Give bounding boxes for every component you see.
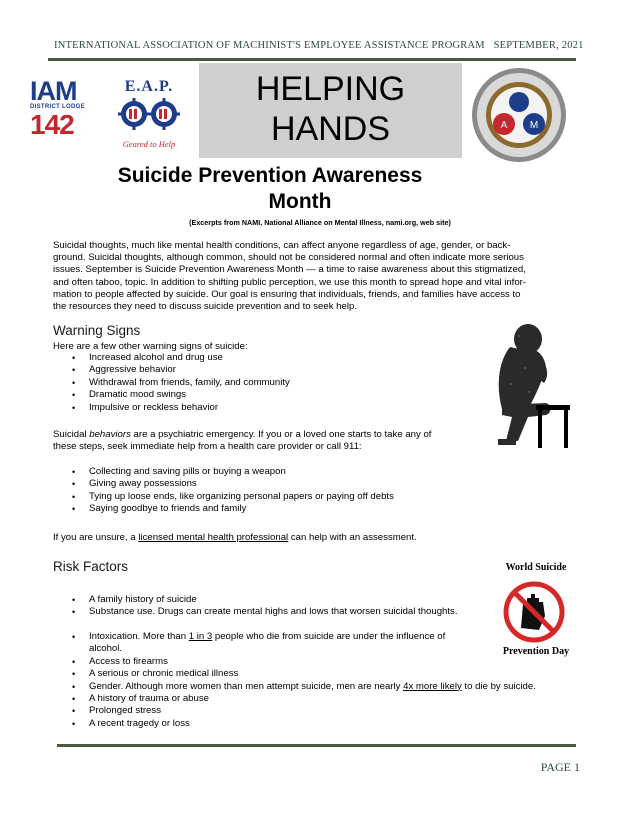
intro-line: the resources they need to discuss suicide prevention and to seek help. xyxy=(53,301,357,313)
intox-suffix: people who die from suicide are under the influence of xyxy=(212,631,446,642)
eap-logo xyxy=(110,78,188,148)
list-item: • Collecting and saving pills or buying a weapon xyxy=(53,466,493,478)
world-suicide-prevention-day-badge xyxy=(493,560,575,664)
list-item: • Dramatic mood swings xyxy=(53,389,473,401)
intro-line: ground. Suicidal thoughts, although common, should not be considered normal and often indicate more serious xyxy=(53,252,524,264)
top-rule xyxy=(48,58,576,61)
iam-logo xyxy=(30,78,94,146)
four-x-link[interactable]: 4x more likely xyxy=(403,680,462,692)
list-item: • A serious or chronic medical illness xyxy=(53,668,583,680)
list-item xyxy=(53,631,509,656)
list-item: • A recent tragedy or loss xyxy=(53,718,583,730)
source-note: (Excerpts from NAMI, National Alliance on Mental Illness, nami.org, web site) xyxy=(189,218,451,227)
risk-factors-heading: Risk Factors xyxy=(53,559,129,574)
distressed-person-icon xyxy=(488,317,578,449)
unsure-paragraph xyxy=(53,532,513,543)
eap-tagline: Geared to Help xyxy=(122,139,176,149)
article-title-line-1: Suicide Prevention Awareness xyxy=(117,164,423,187)
list-item: • Saying goodbye to friends and family xyxy=(53,503,493,515)
list-item: • Giving away possessions xyxy=(53,478,493,490)
article-title xyxy=(70,163,470,215)
svg-text:M: M xyxy=(529,120,539,131)
intro-line: Suicidal thoughts, much like mental health conditions, can affect anyone regardless of age, gender, or back- xyxy=(53,240,511,251)
union-seal-icon xyxy=(470,66,568,164)
newsletter-header xyxy=(54,40,584,51)
page-number: PAGE 1 xyxy=(540,760,580,774)
header-org: INTERNATIONAL ASSOCIATION OF MACHINIST'S EMPLOYEE ASSISTANCE PROGRAM xyxy=(54,40,485,51)
badge-bottom-text: Prevention Day xyxy=(502,646,570,657)
gender-prefix: Gender. Although more women than men attempt suicide, men are nearly xyxy=(89,680,404,692)
behaviors-italic: behaviors xyxy=(89,429,131,440)
list-item: • Tying up loose ends, like organizing personal papers or paying off debts xyxy=(53,491,493,503)
list-item: • Increased alcohol and drug use xyxy=(53,352,473,364)
list-item: • A history of trauma or abuse xyxy=(53,693,583,705)
intox-prefix: Intoxication. More than xyxy=(89,631,189,642)
list-item: • A family history of suicide xyxy=(53,594,513,606)
iam-logo-text: IAM xyxy=(30,76,77,106)
unsure-prefix: If you are unsure, a xyxy=(53,532,139,543)
emergency-steps-list xyxy=(53,466,493,516)
list-item: • Substance use. Drugs can create mental highs and lows that worsen suicidal thoughts. xyxy=(53,606,513,618)
svg-text:A: A xyxy=(500,120,508,131)
list-item: • Aggressive behavior xyxy=(53,364,473,376)
one-in-three-link[interactable]: 1 in 3 xyxy=(188,631,213,642)
unsure-suffix: can help with an assessment. xyxy=(288,532,417,543)
banner-line-2: HANDS xyxy=(270,110,391,148)
list-item xyxy=(53,681,583,693)
licensed-professional-link[interactable]: licensed mental health professional xyxy=(138,532,289,543)
warning-signs-lead: Here are a few other warning signs of suicide: xyxy=(53,341,248,352)
bottom-rule xyxy=(57,744,576,747)
article-title-line-2: Month xyxy=(268,190,332,213)
intro-line: mation to people affected by suicide. Our goal is ensuring that individuals, friends, and families have access to xyxy=(53,288,521,300)
intro-line: and often taboo, topic. In addition to shifting public perception, we use this month to spread hope and vital infor- xyxy=(53,276,527,288)
warning-signs-heading: Warning Signs xyxy=(53,323,141,338)
list-item: • Withdrawal from friends, family, and community xyxy=(53,377,473,389)
iam-district-text: DISTRICT LODGE xyxy=(30,104,85,110)
risk-factors-list xyxy=(53,594,513,619)
badge-top-text: World Suicide xyxy=(505,562,567,573)
intro-paragraph xyxy=(53,240,578,313)
helping-hands-banner xyxy=(199,63,462,158)
list-item: • Impulsive or reckless behavior xyxy=(53,402,473,414)
list-item: • Access to firearms xyxy=(53,656,583,668)
list-item: • Prolonged stress xyxy=(53,705,583,717)
gender-suffix: to die by suicide. xyxy=(461,680,536,692)
behaviors-line-2: these steps, seek immediate help from a health care provider or call 911: xyxy=(53,441,362,453)
behaviors-prefix: Suicidal xyxy=(53,429,90,440)
behaviors-paragraph xyxy=(53,429,493,453)
behaviors-rest: are a psychiatric emergency. If you or a loved one starts to take any of xyxy=(130,429,432,440)
intox-line-2: alcohol. xyxy=(89,643,123,655)
warning-signs-list xyxy=(53,352,473,414)
intro-line: issues. September is Suicide Prevention Awareness Month — a time to raise awareness about this stigmatized, xyxy=(53,264,526,276)
iam-lodge-number: 142 xyxy=(30,109,74,140)
eap-logo-text: E.A.P. xyxy=(124,78,174,95)
header-date: SEPTEMBER, 2021 xyxy=(493,40,584,51)
banner-line-1: HELPING xyxy=(255,70,406,108)
gear-icon xyxy=(114,96,184,132)
